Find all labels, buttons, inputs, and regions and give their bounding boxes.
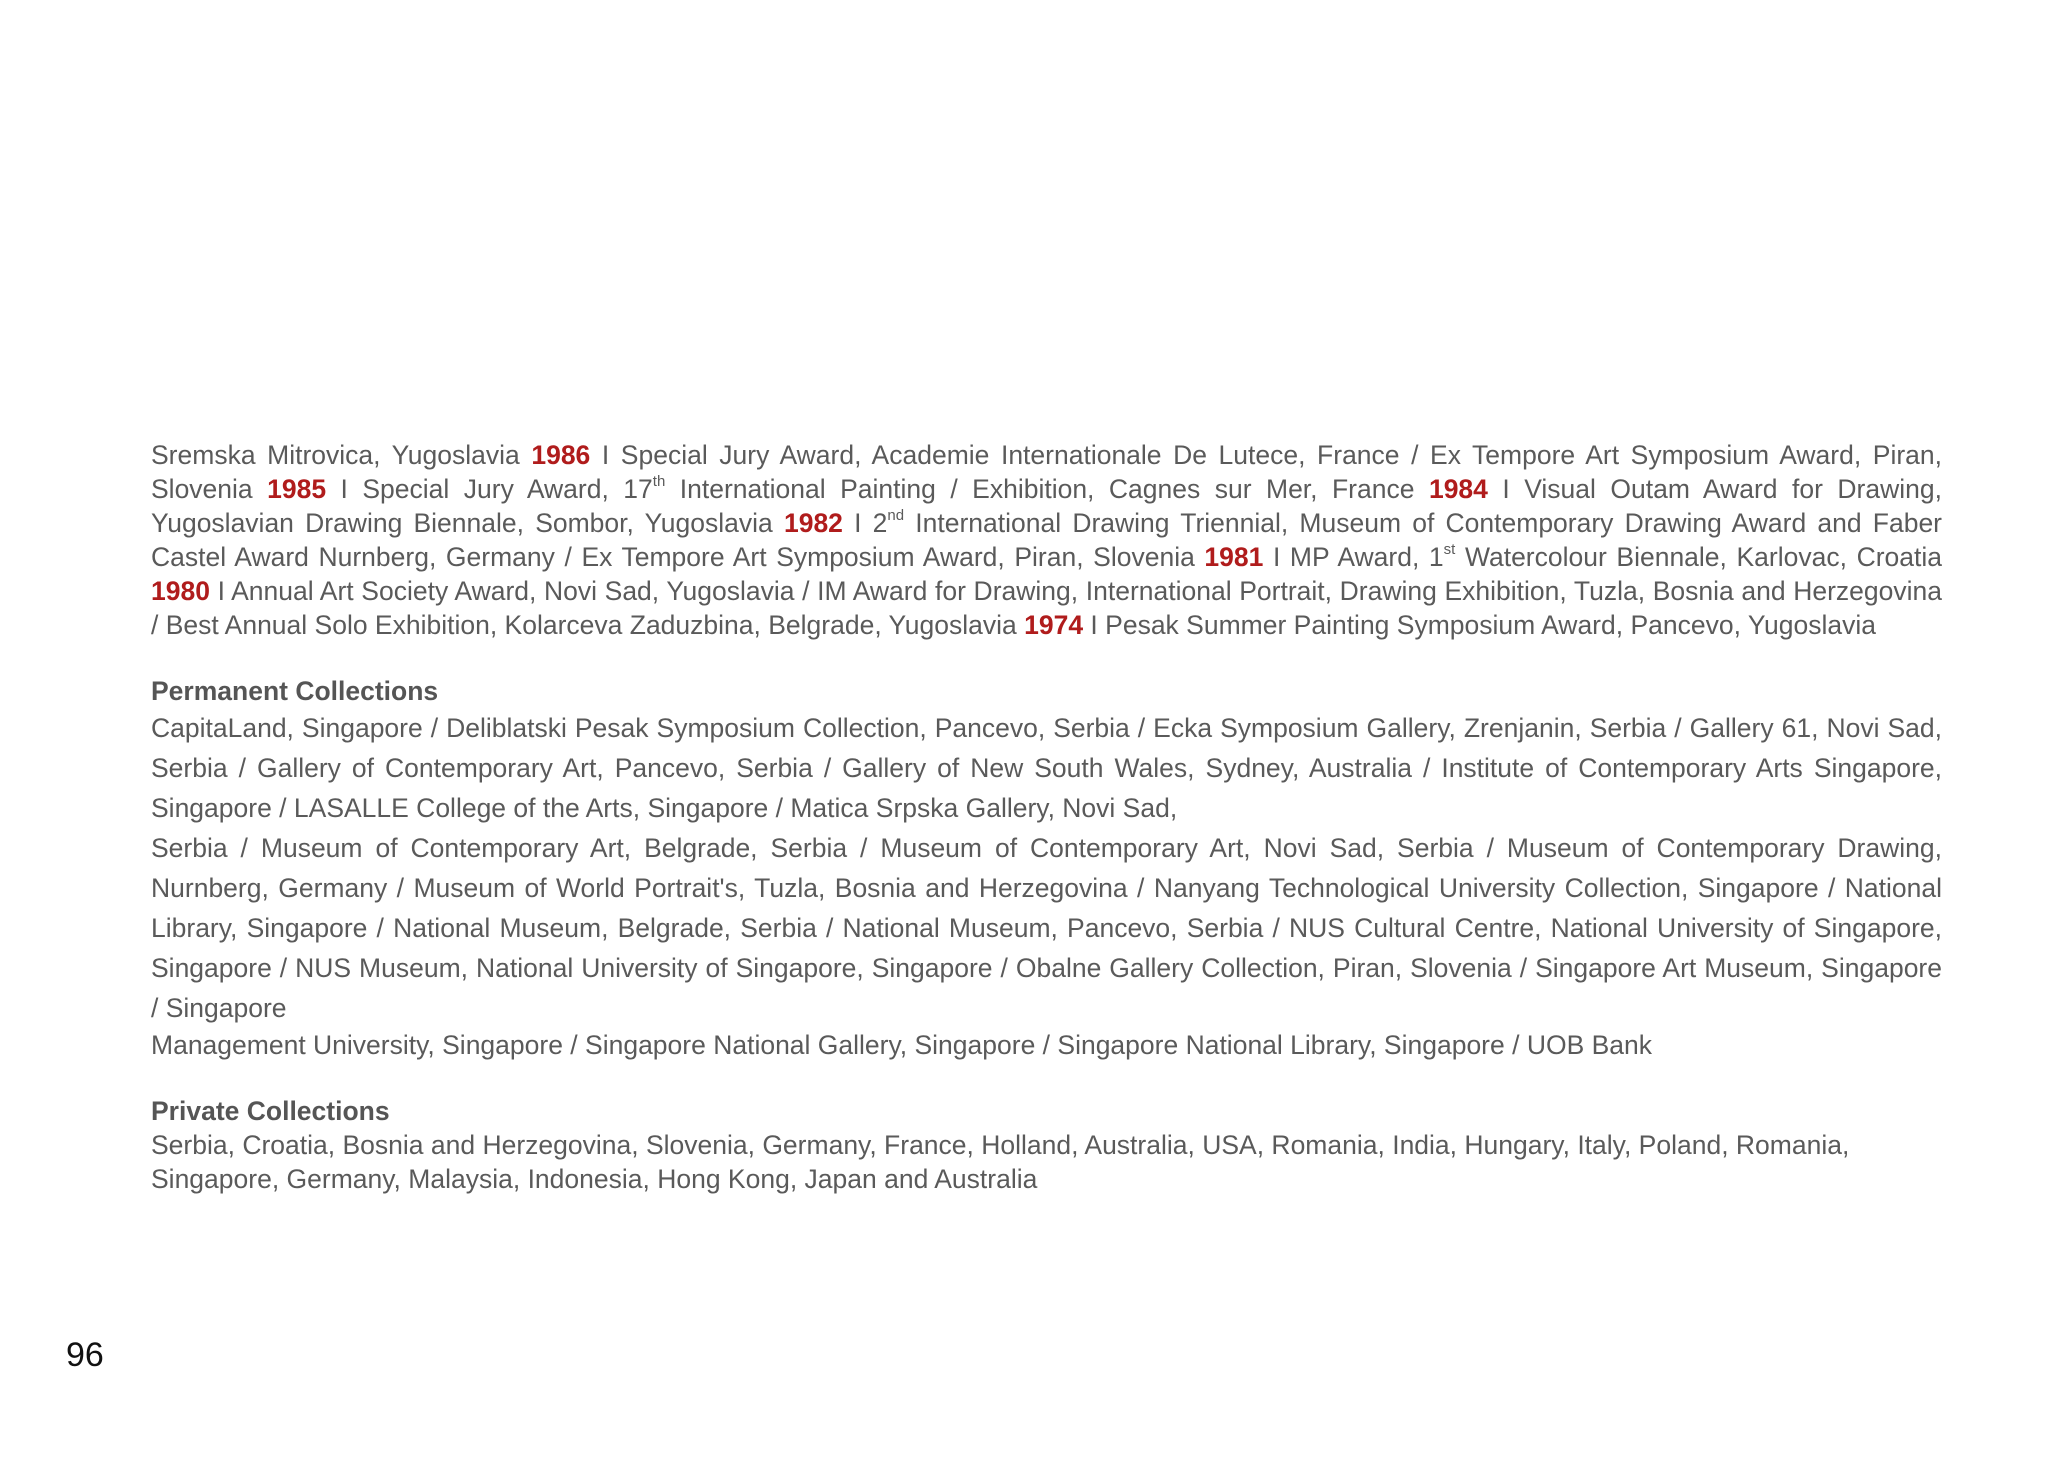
year-1984: 1984 xyxy=(1428,474,1488,504)
awards-text: International Painting / Exhibition, Cagnes sur Mer, France xyxy=(665,474,1429,504)
year-1980: 1980 xyxy=(151,576,210,606)
permanent-collections-text-1: CapitaLand, Singapore / Deliblatski Pesak Symposium Collection, Pancevo, Serbia / Ecka Symposium Gallery, Zrenjanin, Serbia / Gallery 61, Novi Sad, Serbia / Gallery of Contemporary Art, Pancevo, Serbia / Gallery of New South Wales, Sydney, Australia / Institute of Contemporary Arts Singapore, Singapore / LASALLE College of the Arts, Singapore / Matica Srpska Gallery, Novi Sad, xyxy=(151,713,1942,823)
permanent-collections-heading: Permanent Collections xyxy=(151,676,439,706)
permanent-collections-text-2: Serbia / Museum of Contemporary Art, Belgrade, Serbia / Museum of Contemporary Art, Novi Sad, Serbia / Museum of Contemporary Drawing, Nurnberg, Germany / Museum of World Portrait's, Tuzla, Bosnia and Herzegovina / Nanyang Technological University Collection, Singapore / National Library, Singapore / National Museum, Belgrade, Serbia / National Museum, Pancevo, Serbia / NUS Cultural Centre, National University of Singapore, Singapore / NUS Museum, National University of Singapore, Singapore / Obalne Gallery Collection, Piran, Slovenia / Singapore Art Museum, Singapore / Singapore xyxy=(151,833,1942,1023)
awards-text: I Annual Art Society Award, Novi Sad, Yugoslavia / IM Award for Drawing, International Portrait, Drawing Exhibition, Tuzla, Bosnia and Herzegovina / Best Annual Solo Exhibition, Kolarceva Zaduzbina, Belgrade, Yugoslavia xyxy=(151,576,1942,640)
ordinal-suffix: st xyxy=(1443,541,1456,559)
year-1982: 1982 xyxy=(783,508,843,538)
awards-text: Sremska Mitrovica, Yugoslavia xyxy=(151,440,532,470)
awards-paragraph xyxy=(151,438,1942,642)
awards-text: I Pesak Summer Painting Symposium Award, Pancevo, Yugoslavia xyxy=(1083,610,1877,640)
year-1986: 1986 xyxy=(531,440,591,470)
private-collections-text: Serbia, Croatia, Bosnia and Herzegovina, Slovenia, Germany, France, Holland, Australia, USA, Romania, India, Hungary, Italy, Poland, Romania, Singapore, Germany, Malaysia, Indonesia, Hong Kong, Japan and Australia xyxy=(151,1130,1850,1194)
ordinal-suffix: th xyxy=(652,473,666,491)
awards-text: International Drawing Triennial, Museum of Contemporary Drawing Award and Faber Castel Award Nurnberg, Germany / Ex Tempore Art Symposium Award, Piran, Slovenia xyxy=(151,508,1943,572)
awards-text: I MP Award, 1 xyxy=(1263,542,1444,572)
year-1974: 1974 xyxy=(1024,610,1084,640)
awards-text: I Special Jury Award, 17 xyxy=(326,474,653,504)
awards-text: I Special Jury Award, Academie Internationale De Lutece, France / Ex Tempore Art Symposium Award, Piran, Slovenia xyxy=(151,440,1943,504)
awards-text: Watercolour Biennale, Karlovac, Croatia xyxy=(1455,542,1942,572)
ordinal-suffix: nd xyxy=(887,507,905,525)
private-collections-heading: Private Collections xyxy=(151,1096,390,1126)
year-1981: 1981 xyxy=(1204,542,1264,572)
page-number: 96 xyxy=(66,1336,104,1374)
awards-text: I Visual Outam Award for Drawing, Yugoslavian Drawing Biennale, Sombor, Yugoslavia xyxy=(151,474,1942,538)
permanent-collections-text-3: Management University, Singapore / Singapore National Gallery, Singapore / Singapore National Library, Singapore / UOB Bank xyxy=(151,1030,1653,1060)
awards-text: I 2 xyxy=(842,508,888,538)
biography-text xyxy=(151,438,1942,1196)
year-1985: 1985 xyxy=(267,474,327,504)
